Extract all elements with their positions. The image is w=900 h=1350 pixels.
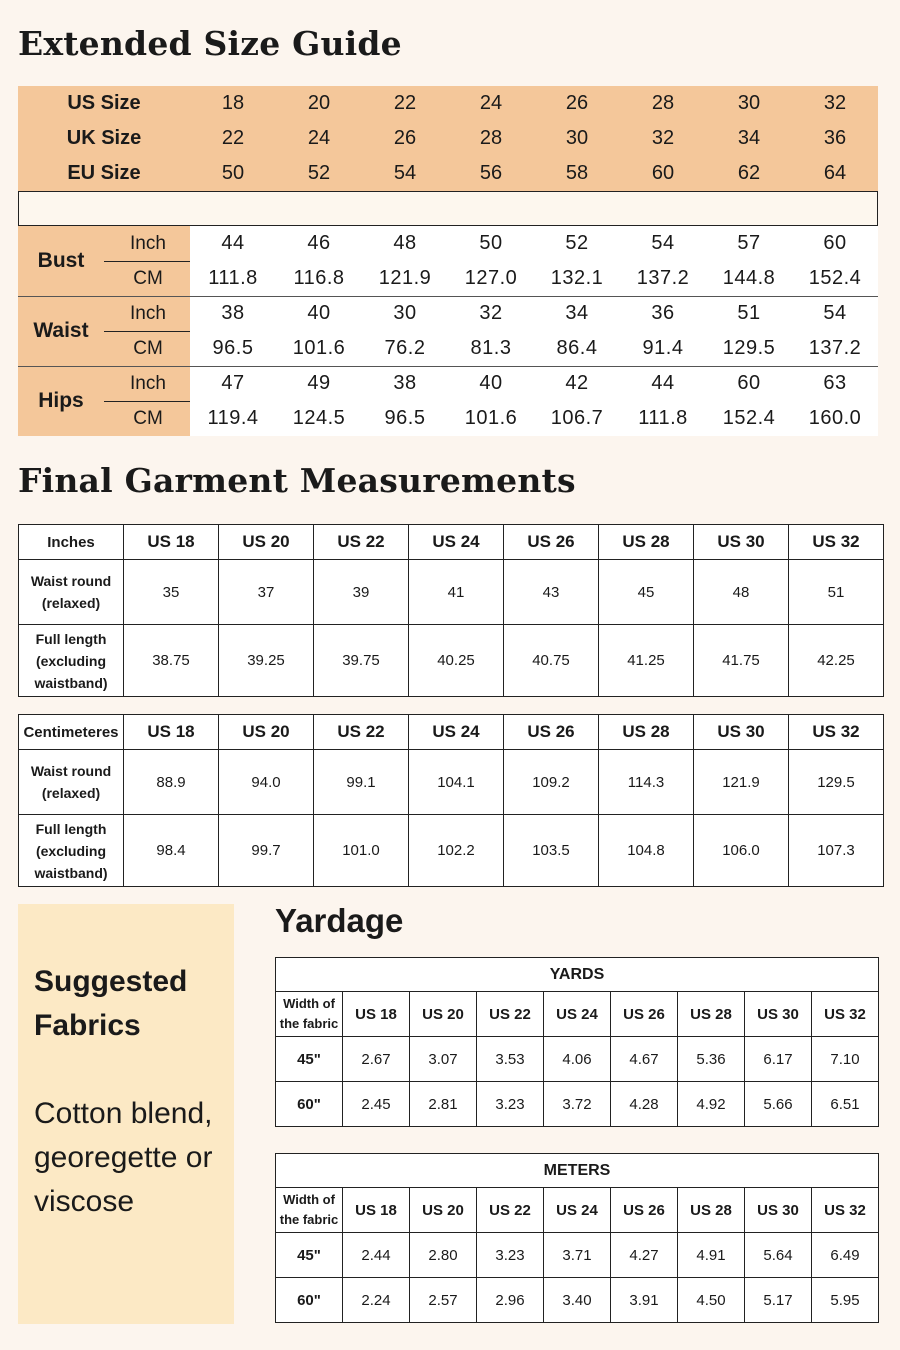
measurement-value: 54 [823,302,847,324]
measurement-value: 47 [221,372,245,394]
measurement-value: 160.0 [808,407,862,429]
table-cell: 101.0 [314,815,409,887]
size-column-header: US 18 [343,1188,410,1233]
table-corner-label: Inches [19,525,124,560]
table-cell: 38.75 [124,625,219,697]
size-value: 32 [823,92,847,114]
table-cell: 5.95 [812,1278,879,1323]
table-cell: 3.53 [477,1037,544,1082]
measurement-value: 52 [565,232,589,254]
size-column-header: US 20 [410,992,477,1037]
table-cell: 40.25 [409,625,504,697]
table-cell: 107.3 [789,815,884,887]
measurement-value: 127.0 [464,267,518,289]
size-guide-spacer [18,191,878,226]
table-cell: 129.5 [789,750,884,815]
table-row [19,815,884,887]
measurement-group-label [18,226,190,296]
table-cell: 3.23 [477,1233,544,1278]
unit-label: Inch [130,233,166,254]
table-cell: 4.50 [678,1278,745,1323]
table-cell: 3.91 [611,1278,678,1323]
size-column-header: US 24 [409,715,504,750]
table-cell: 41 [409,560,504,625]
measurement-value: 119.4 [207,407,259,429]
size-column-header: US 30 [745,992,812,1037]
measurement-value: 44 [651,372,675,394]
row-label: Full length (excluding waistband) [19,815,124,887]
fabric-width-label: 60" [276,1082,343,1127]
measurement-value: 124.5 [292,407,346,429]
size-column-header: US 32 [789,715,884,750]
table-cell: 2.81 [410,1082,477,1127]
size-value: 24 [479,92,503,114]
fabric-width-label: 45" [276,1037,343,1082]
measurement-value: 86.4 [556,337,598,359]
size-value: 22 [221,127,245,149]
table-cell: 2.80 [410,1233,477,1278]
size-value: 60 [651,162,675,184]
measurement-row [190,366,878,401]
table-cell: 5.36 [678,1037,745,1082]
measurement-value: 54 [651,232,675,254]
unit-label: CM [133,338,163,359]
size-column-header: US 18 [343,992,410,1037]
measurement-value: 38 [221,302,245,324]
table-cell: 48 [694,560,789,625]
table-cell: 41.25 [599,625,694,697]
table-cell: 6.51 [812,1082,879,1127]
size-column-header: US 30 [694,715,789,750]
measurement-value: 81.3 [470,337,512,359]
measurement-value: 137.2 [636,267,690,289]
size-value: 64 [823,162,847,184]
size-value: 20 [307,92,331,114]
size-value: 54 [393,162,417,184]
meters-table [275,1153,879,1323]
measurement-row [190,401,878,436]
table-cell: 6.17 [745,1037,812,1082]
table-cell: 40.75 [504,625,599,697]
size-value: 18 [221,92,245,114]
table-cell: 37 [219,560,314,625]
table-cell: 35 [124,560,219,625]
size-column-header: US 28 [599,715,694,750]
measurement-value: 40 [307,302,331,324]
size-value: 26 [565,92,589,114]
size-value: 30 [737,92,761,114]
size-value: 28 [651,92,675,114]
measurement-value: 48 [393,232,417,254]
table-cell: 5.17 [745,1278,812,1323]
size-column-header: US 26 [504,525,599,560]
measurement-values [190,226,878,436]
measurement-group-label [18,296,190,366]
size-guide-table [18,86,878,436]
suggested-fabrics-panel [18,904,234,1324]
measurement-group-label [18,366,190,436]
fabrics-title: Suggested Fabrics [34,965,188,1042]
size-column-header: US 24 [544,992,611,1037]
measurement-value: 91.4 [642,337,684,359]
table-row [276,1037,879,1082]
measurement-value: 32 [479,302,503,324]
table-row [276,1278,879,1323]
table-cell: 3.23 [477,1082,544,1127]
measurement-value: 129.5 [722,337,776,359]
size-value: 34 [737,127,761,149]
table-cell: 39.25 [219,625,314,697]
table-cell: 3.72 [544,1082,611,1127]
size-header-row [18,86,878,121]
unit-label: Inch [130,303,166,324]
table-cell: 2.44 [343,1233,410,1278]
measurement-value: 30 [393,302,417,324]
table-cell: 7.10 [812,1037,879,1082]
measurement-value: 57 [737,232,761,254]
table-cell: 45 [599,560,694,625]
table-header-row [276,992,879,1037]
size-column-header: US 28 [599,525,694,560]
measurement-value: 60 [823,232,847,254]
measurement-value: 49 [307,372,331,394]
table-cell: 88.9 [124,750,219,815]
table-cell: 6.49 [812,1233,879,1278]
size-value: 32 [651,127,675,149]
measurement-value: 44 [221,232,245,254]
table-cell: 4.91 [678,1233,745,1278]
measurement-value: 144.8 [722,267,776,289]
table-cell: 4.06 [544,1037,611,1082]
row-label: Waist round (relaxed) [19,560,124,625]
size-column-header: US 22 [314,715,409,750]
size-column-header: US 32 [812,1188,879,1233]
measurement-value: 63 [823,372,847,394]
table-cell: 102.2 [409,815,504,887]
measurement-value: 38 [393,372,417,394]
size-system-label: EU Size [67,162,141,184]
size-column-header: US 26 [611,1188,678,1233]
measurement-name: Bust [37,249,85,272]
table-cell: 121.9 [694,750,789,815]
measurement-value: 50 [479,232,503,254]
table-caption-row [276,958,879,992]
table-row [19,750,884,815]
table-cell: 3.40 [544,1278,611,1323]
table-cell: 104.1 [409,750,504,815]
size-value: 50 [221,162,245,184]
size-header-row [18,156,878,191]
table-cell: 5.66 [745,1082,812,1127]
measurement-value: 132.1 [550,267,604,289]
table-corner-label: Width of the fabric [276,992,343,1037]
measurement-value: 51 [737,302,761,324]
size-value: 58 [565,162,589,184]
unit-label: Inch [130,373,166,394]
table-row [276,1233,879,1278]
size-value: 24 [307,127,331,149]
table-header-row [276,1188,879,1233]
row-label: Full length (excluding waistband) [19,625,124,697]
table-cell: 4.67 [611,1037,678,1082]
size-column-header: US 20 [219,715,314,750]
size-column-header: US 20 [219,525,314,560]
fabrics-text: Cotton blend, georegette or viscose [34,1097,213,1218]
size-column-header: US 26 [504,715,599,750]
measurement-row [190,296,878,331]
measurement-row [190,261,878,296]
measurement-value: 96.5 [384,407,426,429]
measurement-value: 60 [737,372,761,394]
group-divider [18,296,878,297]
size-value: 52 [307,162,331,184]
size-column-header: US 30 [694,525,789,560]
measurement-row [190,226,878,261]
table-cell: 2.96 [477,1278,544,1323]
measurement-value: 101.6 [464,407,518,429]
table-caption: METERS [276,1154,879,1188]
size-column-header: US 18 [124,715,219,750]
table-cell: 39 [314,560,409,625]
table-cell: 3.07 [410,1037,477,1082]
table-cell: 98.4 [124,815,219,887]
size-column-header: US 22 [314,525,409,560]
size-value: 62 [737,162,761,184]
size-column-header: US 28 [678,1188,745,1233]
size-header-row [18,121,878,156]
garment-inches-table [18,524,884,697]
table-row [19,560,884,625]
measurement-row [190,331,878,366]
measurement-value: 76.2 [384,337,426,359]
measurement-value: 101.6 [292,337,346,359]
table-row [276,1082,879,1127]
size-column-header: US 32 [789,525,884,560]
table-corner-label: Width of the fabric [276,1188,343,1233]
measurement-value: 152.4 [808,267,862,289]
table-cell: 2.24 [343,1278,410,1323]
table-cell: 4.92 [678,1082,745,1127]
table-cell: 114.3 [599,750,694,815]
table-cell: 109.2 [504,750,599,815]
measurement-value: 46 [307,232,331,254]
measurement-value: 111.8 [208,267,258,289]
size-column-header: US 30 [745,1188,812,1233]
table-cell: 4.28 [611,1082,678,1127]
yards-table [275,957,879,1127]
table-cell: 99.7 [219,815,314,887]
measurement-value: 40 [479,372,503,394]
yardage-title: Yardage [275,902,404,939]
table-cell: 41.75 [694,625,789,697]
table-cell: 3.71 [544,1233,611,1278]
size-column-header: US 20 [410,1188,477,1233]
measurement-value: 121.9 [378,267,432,289]
table-cell: 2.67 [343,1037,410,1082]
size-column-header: US 22 [477,992,544,1037]
measurement-name: Hips [38,389,84,412]
size-column-header: US 24 [409,525,504,560]
table-caption-row [276,1154,879,1188]
measurement-value: 96.5 [212,337,254,359]
size-value: 22 [393,92,417,114]
measurement-value: 137.2 [808,337,862,359]
unit-label: CM [133,268,163,289]
table-cell: 43 [504,560,599,625]
size-value: 28 [479,127,503,149]
table-cell: 99.1 [314,750,409,815]
table-row [19,625,884,697]
table-cell: 103.5 [504,815,599,887]
measurement-value: 106.7 [550,407,604,429]
table-cell: 39.75 [314,625,409,697]
fabric-width-label: 45" [276,1233,343,1278]
table-corner-label: Centimeteres [19,715,124,750]
size-system-label: UK Size [66,127,142,149]
table-cell: 51 [789,560,884,625]
group-divider [18,366,878,367]
measurement-value: 36 [651,302,675,324]
table-cell: 42.25 [789,625,884,697]
measurement-name: Waist [33,319,89,342]
table-cell: 104.8 [599,815,694,887]
measurement-labels [18,226,190,436]
table-cell: 2.57 [410,1278,477,1323]
unit-label: CM [133,408,163,429]
garment-cm-table [18,714,884,887]
table-caption: YARDS [276,958,879,992]
table-cell: 94.0 [219,750,314,815]
row-label: Waist round (relaxed) [19,750,124,815]
size-value: 26 [393,127,417,149]
size-column-header: US 26 [611,992,678,1037]
size-guide-title: Extended Size Guide [18,24,402,63]
table-cell: 5.64 [745,1233,812,1278]
table-cell: 106.0 [694,815,789,887]
measurement-value: 111.8 [638,407,688,429]
size-system-label: US Size [67,92,141,114]
size-value: 30 [565,127,589,149]
measurement-value: 42 [565,372,589,394]
measurement-value: 34 [565,302,589,324]
table-cell: 2.45 [343,1082,410,1127]
measurement-value: 152.4 [722,407,776,429]
measurement-value: 116.8 [293,267,345,289]
size-column-header: US 22 [477,1188,544,1233]
size-value: 36 [823,127,847,149]
garment-title: Final Garment Measurements [18,461,576,500]
size-column-header: US 32 [812,992,879,1037]
fabric-width-label: 60" [276,1278,343,1323]
size-column-header: US 28 [678,992,745,1037]
size-column-header: US 24 [544,1188,611,1233]
size-value: 56 [479,162,503,184]
table-cell: 4.27 [611,1233,678,1278]
size-column-header: US 18 [124,525,219,560]
